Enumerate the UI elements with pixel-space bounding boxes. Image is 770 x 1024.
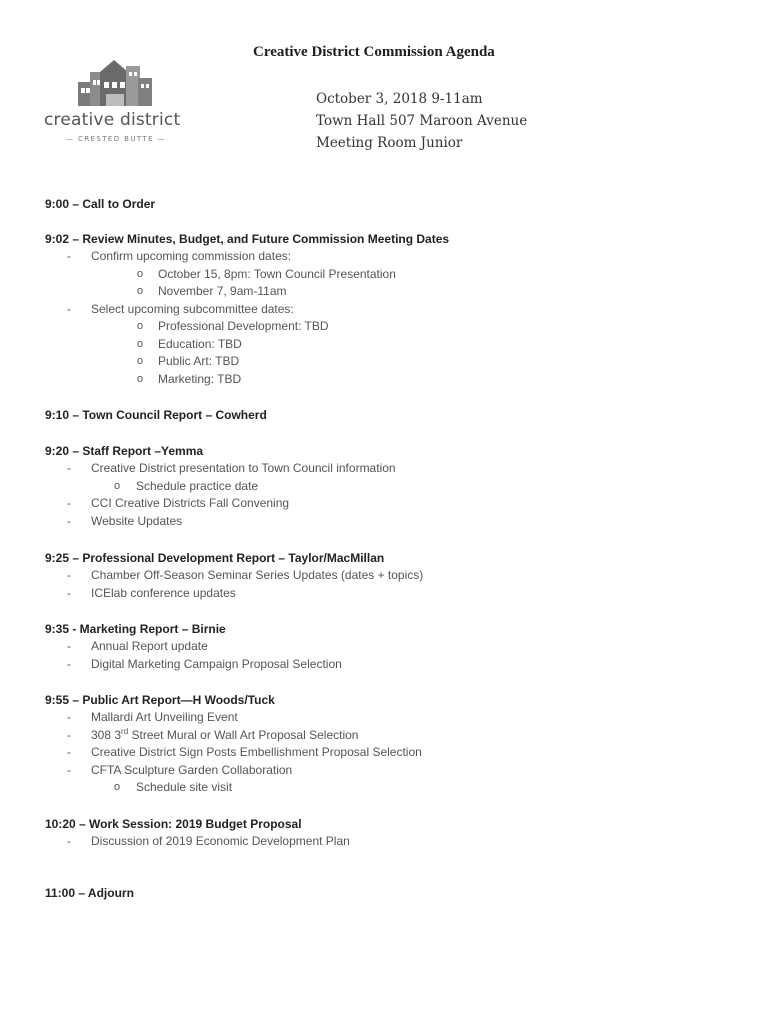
agenda-section-heading: 11:00 – Adjourn — [45, 886, 134, 900]
circle-bullet: o — [137, 355, 144, 367]
agenda-item-text: 308 3rd Street Mural or Wall Art Proposal Selection — [91, 726, 359, 742]
agenda-section — [45, 620, 745, 673]
agenda-item-text: Chamber Off-Season Seminar Series Updates (dates + topics) — [91, 568, 424, 582]
agenda-section-heading: 9:35 - Marketing Report – Birnie — [45, 622, 226, 636]
meeting-details — [316, 88, 527, 154]
circle-bullet: o — [137, 320, 144, 332]
agenda-section — [45, 406, 745, 424]
circle-bullet: o — [114, 781, 121, 793]
agenda-sub-item — [45, 318, 745, 336]
agenda-section-heading: 9:02 – Review Minutes, Budget, and Future Commission Meeting Dates — [45, 232, 450, 246]
circle-bullet: o — [137, 337, 144, 350]
agenda-sub-item-text: Marketing: TBD — [158, 371, 242, 386]
agenda-sub-item — [45, 371, 745, 389]
agenda-section — [45, 691, 745, 797]
dash-bullet: - — [67, 710, 71, 724]
agenda-item — [45, 301, 745, 319]
dash-bullet: - — [67, 496, 71, 510]
agenda-item — [45, 460, 745, 478]
agenda-section — [45, 815, 745, 851]
agenda-section — [45, 549, 745, 602]
dash-bullet: - — [67, 568, 71, 582]
agenda-section-heading: 10:20 – Work Session: 2019 Budget Proposal — [45, 816, 302, 831]
agenda-item-text: CCI Creative Districts Fall Convening — [91, 496, 290, 510]
agenda-item — [45, 513, 745, 531]
agenda-item — [45, 585, 745, 603]
meeting-location: Town Hall 507 Maroon Avenue — [316, 113, 528, 129]
agenda-sub-item — [45, 478, 745, 496]
meeting-date-time: October 3, 2018 9-11am — [316, 91, 483, 107]
agenda-section-heading: 9:55 – Public Art Report—H Woods/Tuck — [45, 693, 275, 707]
agenda-item — [45, 248, 745, 266]
agenda-item — [45, 656, 745, 674]
agenda-sub-item — [45, 779, 745, 797]
agenda-sub-item-text: Schedule practice date — [136, 478, 259, 493]
dash-bullet: - — [67, 301, 71, 316]
agenda-sub-item-text: Professional Development: TBD — [158, 319, 329, 333]
agenda-sub-item-text: Public Art: TBD — [158, 354, 240, 368]
agenda-section — [45, 195, 745, 213]
agenda-item-text: Annual Report update — [91, 639, 208, 653]
dash-bullet: - — [67, 727, 71, 742]
dash-bullet: - — [67, 833, 71, 848]
agenda-item-text: Confirm upcoming commission dates: — [91, 249, 292, 263]
ordinal-suffix: rd — [121, 726, 129, 736]
agenda-section-heading: 9:20 – Staff Report –Yemma — [45, 444, 204, 458]
agenda-sub-item-text: Schedule site visit — [136, 780, 233, 794]
agenda-item — [45, 709, 745, 727]
agenda-item — [45, 495, 745, 513]
agenda-item-text: Digital Marketing Campaign Proposal Selection — [91, 656, 342, 671]
agenda-sub-item — [45, 283, 745, 301]
agenda-item-text: Discussion of 2019 Economic Development Plan — [91, 833, 350, 848]
agenda-item — [45, 727, 745, 745]
agenda-item-text: Website Updates — [91, 513, 183, 528]
agenda-item-text: Mallardi Art Unveiling Event — [91, 710, 238, 724]
dash-bullet: - — [67, 461, 71, 475]
agenda-sub-item-text: November 7, 9am-11am — [158, 284, 287, 298]
dash-bullet: - — [67, 639, 71, 653]
dash-bullet: - — [67, 745, 71, 759]
agenda-section — [45, 230, 745, 388]
dash-bullet: - — [67, 585, 71, 600]
creative-district-logo — [44, 58, 194, 148]
dash-bullet: - — [67, 513, 71, 528]
agenda-item-text: CFTA Sculpture Garden Collaboration — [91, 762, 293, 777]
agenda-sub-item — [45, 353, 745, 371]
page-title: Creative District Commission Agenda — [253, 44, 495, 60]
buildings-icon — [76, 58, 156, 108]
dash-bullet: - — [67, 762, 71, 777]
logo-wordmark: creative district — [44, 110, 181, 130]
agenda-section — [45, 884, 745, 902]
agenda-item — [45, 567, 745, 585]
agenda-section-heading: 9:25 – Professional Development Report – Taylor/MacMillan — [45, 551, 385, 565]
agenda-item — [45, 744, 745, 762]
circle-bullet: o — [137, 372, 144, 385]
agenda-item — [45, 833, 745, 851]
logo-subtitle: — CRESTED BUTTE — — [66, 135, 166, 143]
agenda-sub-item — [45, 336, 745, 354]
agenda-item-text: ICElab conference updates — [91, 585, 236, 600]
dash-bullet: - — [67, 656, 71, 671]
agenda-section-heading: 9:10 – Town Council Report – Cowherd — [45, 408, 267, 422]
agenda-sub-item-text: Education: TBD — [158, 336, 242, 351]
meeting-room: Meeting Room Junior — [316, 135, 463, 151]
agenda-item-text: Select upcoming subcommittee dates: — [91, 301, 294, 316]
dash-bullet: - — [67, 249, 71, 263]
agenda-item-text: Creative District presentation to Town Council information — [91, 461, 396, 475]
agenda-list — [45, 195, 745, 902]
agenda-item-text: Creative District Sign Posts Embellishment Proposal Selection — [91, 745, 422, 759]
agenda-section — [45, 442, 745, 530]
circle-bullet: o — [137, 285, 144, 297]
agenda-item — [45, 762, 745, 780]
circle-bullet: o — [114, 479, 121, 492]
agenda-section-heading: 9:00 – Call to Order — [45, 197, 156, 211]
agenda-sub-item-text: October 15, 8pm: Town Council Presentation — [158, 266, 396, 281]
agenda-sub-item — [45, 266, 745, 284]
agenda-item — [45, 638, 745, 656]
circle-bullet: o — [137, 267, 144, 280]
